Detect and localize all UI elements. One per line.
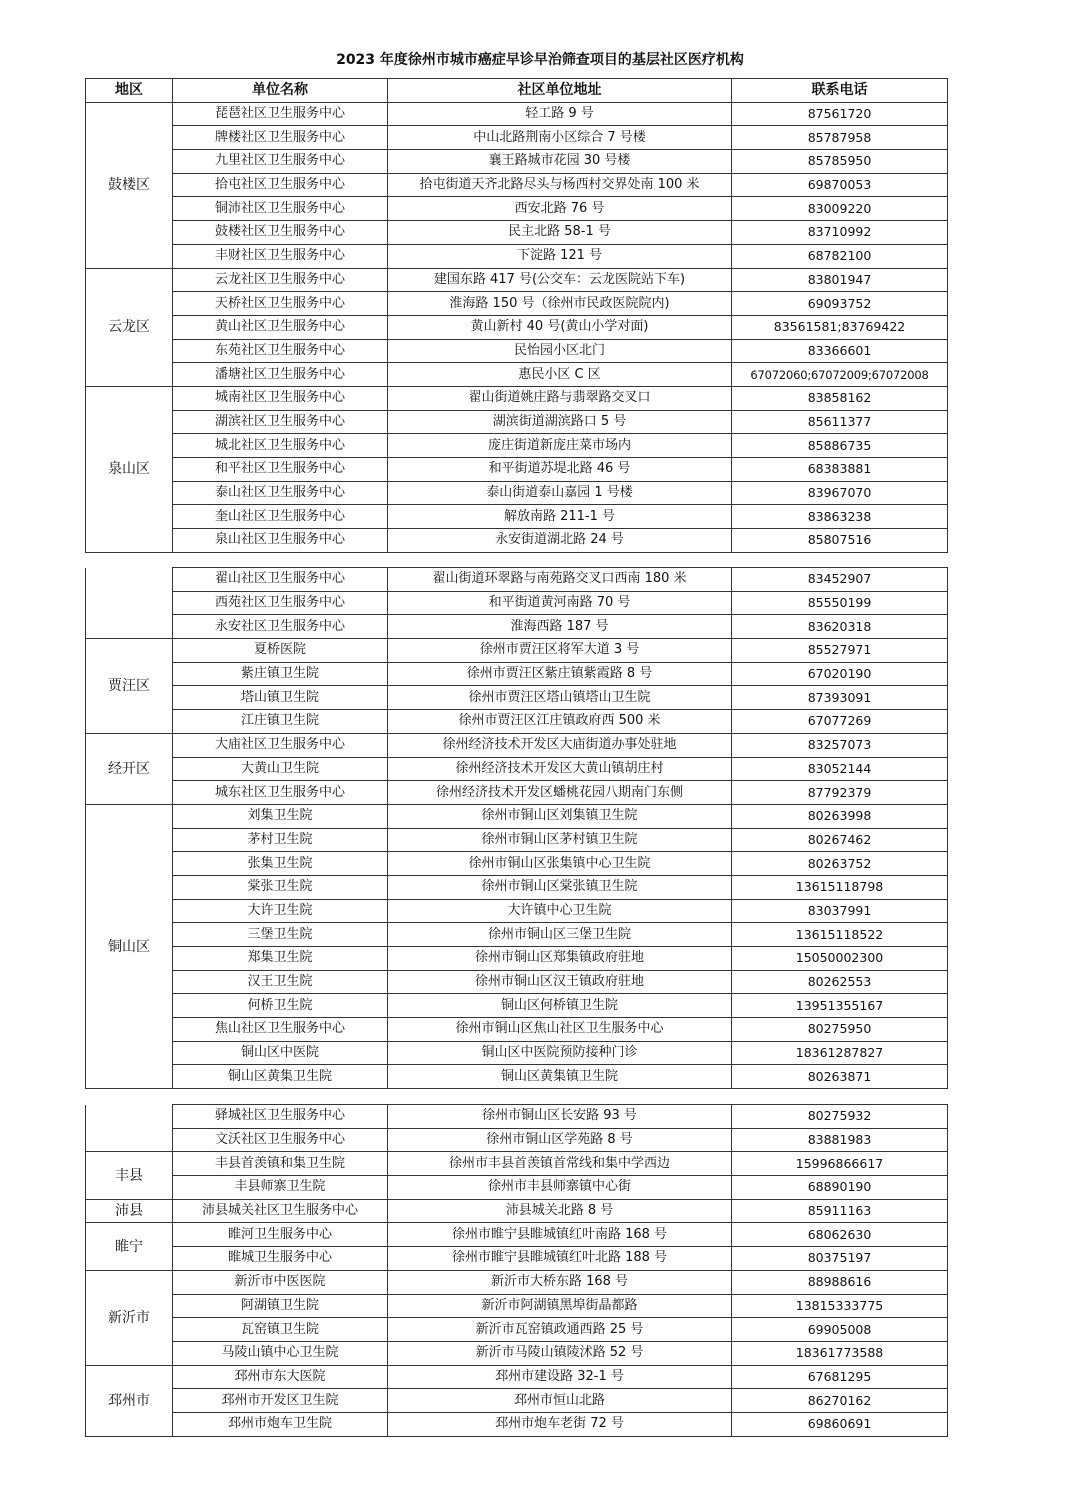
address-cell: 徐州市铜山区汉王镇政府驻地 bbox=[388, 970, 732, 994]
unit-name-cell: 新沂市中医医院 bbox=[173, 1270, 388, 1294]
unit-name-cell: 文沃社区卫生服务中心 bbox=[173, 1128, 388, 1152]
address-cell: 翟山街道环翠路与南苑路交叉口西南 180 米 bbox=[388, 568, 732, 592]
address-cell: 徐州经济技术开发区大黄山镇胡庄村 bbox=[388, 757, 732, 781]
table-row bbox=[86, 568, 948, 592]
unit-name-cell: 马陵山镇中心卫生院 bbox=[173, 1341, 388, 1365]
address-cell: 徐州市铜山区棠张镇卫生院 bbox=[388, 875, 732, 899]
address-cell: 邳州市恒山北路 bbox=[388, 1389, 732, 1413]
header-region: 地区 bbox=[86, 79, 173, 103]
unit-name-cell: 西苑社区卫生服务中心 bbox=[173, 591, 388, 615]
address-cell: 徐州市睢宁县睢城镇红叶北路 188 号 bbox=[388, 1247, 732, 1271]
phone-cell: 69870053 bbox=[732, 173, 948, 197]
phone-cell: 83366601 bbox=[732, 339, 948, 363]
unit-name-cell: 琵琶社区卫生服务中心 bbox=[173, 102, 388, 126]
unit-name-cell: 湖滨社区卫生服务中心 bbox=[173, 410, 388, 434]
unit-name-cell: 睢河卫生服务中心 bbox=[173, 1223, 388, 1247]
phone-cell: 80275932 bbox=[732, 1105, 948, 1129]
address-cell: 铜山区中医院预防接种门诊 bbox=[388, 1041, 732, 1065]
phone-cell: 85886735 bbox=[732, 434, 948, 458]
unit-name-cell: 邳州市开发区卫生院 bbox=[173, 1389, 388, 1413]
unit-name-cell: 阿湖镇卫生院 bbox=[173, 1294, 388, 1318]
unit-name-cell: 城北社区卫生服务中心 bbox=[173, 434, 388, 458]
address-cell: 大许镇中心卫生院 bbox=[388, 899, 732, 923]
phone-cell: 83452907 bbox=[732, 568, 948, 592]
unit-name-cell: 塔山镇卫生院 bbox=[173, 686, 388, 710]
table-row bbox=[86, 923, 948, 947]
table-row bbox=[86, 1152, 948, 1176]
header-unit-name: 单位名称 bbox=[173, 79, 388, 103]
address-cell: 徐州市贾汪区江庄镇政府西 500 米 bbox=[388, 710, 732, 734]
phone-cell: 85911163 bbox=[732, 1199, 948, 1223]
table-row bbox=[86, 1065, 948, 1089]
unit-name-cell: 郑集卫生院 bbox=[173, 947, 388, 971]
unit-name-cell: 紫庄镇卫生院 bbox=[173, 662, 388, 686]
table-header-row bbox=[86, 79, 948, 103]
address-cell: 中山北路荆南小区综合 7 号楼 bbox=[388, 126, 732, 150]
unit-name-cell: 张集卫生院 bbox=[173, 852, 388, 876]
table-row bbox=[86, 339, 948, 363]
unit-name-cell: 城东社区卫生服务中心 bbox=[173, 781, 388, 805]
table-row bbox=[86, 804, 948, 828]
address-cell: 轻工路 9 号 bbox=[388, 102, 732, 126]
table-row bbox=[86, 591, 948, 615]
table-row bbox=[86, 173, 948, 197]
table-row bbox=[86, 662, 948, 686]
unit-name-cell: 拾屯社区卫生服务中心 bbox=[173, 173, 388, 197]
table-row bbox=[86, 1270, 948, 1294]
address-cell: 拾屯街道天齐北路尽头与杨西村交界处南 100 米 bbox=[388, 173, 732, 197]
unit-name-cell: 永安社区卫生服务中心 bbox=[173, 615, 388, 639]
address-cell: 新沂市大桥东路 168 号 bbox=[388, 1270, 732, 1294]
table-row bbox=[86, 615, 948, 639]
table-row bbox=[86, 710, 948, 734]
phone-cell: 83967070 bbox=[732, 481, 948, 505]
phone-cell: 83257073 bbox=[732, 733, 948, 757]
phone-cell: 69860691 bbox=[732, 1412, 948, 1436]
phone-cell: 13815333775 bbox=[732, 1294, 948, 1318]
table-row bbox=[86, 150, 948, 174]
table-row bbox=[86, 434, 948, 458]
unit-name-cell: 城南社区卫生服务中心 bbox=[173, 386, 388, 410]
phone-cell: 80263871 bbox=[732, 1065, 948, 1089]
table-row bbox=[86, 102, 948, 126]
unit-name-cell: 何桥卫生院 bbox=[173, 994, 388, 1018]
region-cell bbox=[86, 568, 173, 639]
unit-name-cell: 翟山社区卫生服务中心 bbox=[173, 568, 388, 592]
table-row bbox=[86, 458, 948, 482]
phone-cell: 80275950 bbox=[732, 1018, 948, 1042]
unit-name-cell: 邳州市炮车卫生院 bbox=[173, 1412, 388, 1436]
phone-cell: 68062630 bbox=[732, 1223, 948, 1247]
phone-cell: 68890190 bbox=[732, 1176, 948, 1200]
table-row bbox=[86, 947, 948, 971]
table-row bbox=[86, 1294, 948, 1318]
region-cell: 丰县 bbox=[86, 1152, 173, 1199]
unit-name-cell: 三堡卫生院 bbox=[173, 923, 388, 947]
unit-name-cell: 大庙社区卫生服务中心 bbox=[173, 733, 388, 757]
phone-cell: 80375197 bbox=[732, 1247, 948, 1271]
phone-cell: 67020190 bbox=[732, 662, 948, 686]
address-cell: 徐州市贾汪区紫庄镇紫霞路 8 号 bbox=[388, 662, 732, 686]
unit-name-cell: 泰山社区卫生服务中心 bbox=[173, 481, 388, 505]
address-cell: 翟山街道姚庄路与翡翠路交叉口 bbox=[388, 386, 732, 410]
table-row bbox=[86, 1018, 948, 1042]
phone-cell: 13615118798 bbox=[732, 875, 948, 899]
table-row bbox=[86, 315, 948, 339]
address-cell: 泰山街道泰山嘉园 1 号楼 bbox=[388, 481, 732, 505]
region-cell: 鼓楼区 bbox=[86, 102, 173, 268]
phone-cell: 18361287827 bbox=[732, 1041, 948, 1065]
table-row bbox=[86, 970, 948, 994]
address-cell: 和平街道苏堤北路 46 号 bbox=[388, 458, 732, 482]
table-row bbox=[86, 781, 948, 805]
address-cell: 民怡园小区北门 bbox=[388, 339, 732, 363]
phone-cell: 83863238 bbox=[732, 505, 948, 529]
phone-cell: 85785950 bbox=[732, 150, 948, 174]
phone-cell: 85611377 bbox=[732, 410, 948, 434]
unit-name-cell: 黄山社区卫生服务中心 bbox=[173, 315, 388, 339]
table-row bbox=[86, 221, 948, 245]
unit-name-cell: 和平社区卫生服务中心 bbox=[173, 458, 388, 482]
phone-cell: 87792379 bbox=[732, 781, 948, 805]
address-cell: 黄山新村 40 号(黄山小学对面) bbox=[388, 315, 732, 339]
unit-name-cell: 夏桥医院 bbox=[173, 639, 388, 663]
unit-name-cell: 瓦窑镇卫生院 bbox=[173, 1318, 388, 1342]
table-row bbox=[86, 994, 948, 1018]
phone-cell: 88988616 bbox=[732, 1270, 948, 1294]
unit-name-cell: 铜沛社区卫生服务中心 bbox=[173, 197, 388, 221]
address-cell: 下淀路 121 号 bbox=[388, 244, 732, 268]
address-cell: 徐州经济技术开发区大庙街道办事处驻地 bbox=[388, 733, 732, 757]
unit-name-cell: 东苑社区卫生服务中心 bbox=[173, 339, 388, 363]
unit-name-cell: 泉山社区卫生服务中心 bbox=[173, 529, 388, 553]
unit-name-cell: 丰县首羡镇和集卫生院 bbox=[173, 1152, 388, 1176]
phone-cell: 85807516 bbox=[732, 529, 948, 553]
phone-cell: 69093752 bbox=[732, 292, 948, 316]
region-cell: 睢宁 bbox=[86, 1223, 173, 1270]
region-cell: 新沂市 bbox=[86, 1270, 173, 1365]
region-cell: 云龙区 bbox=[86, 268, 173, 386]
table-row bbox=[86, 1128, 948, 1152]
unit-name-cell: 驿城社区卫生服务中心 bbox=[173, 1105, 388, 1129]
address-cell: 徐州市贾汪区将军大道 3 号 bbox=[388, 639, 732, 663]
unit-name-cell: 焦山社区卫生服务中心 bbox=[173, 1018, 388, 1042]
address-cell: 徐州市丰县师寨镇中心街 bbox=[388, 1176, 732, 1200]
address-cell: 沛县城关北路 8 号 bbox=[388, 1199, 732, 1223]
address-cell: 襄王路城市花园 30 号楼 bbox=[388, 150, 732, 174]
address-cell: 徐州市铜山区学苑路 8 号 bbox=[388, 1128, 732, 1152]
table-row bbox=[86, 197, 948, 221]
phone-cell: 80267462 bbox=[732, 828, 948, 852]
phone-cell: 86270162 bbox=[732, 1389, 948, 1413]
phone-cell: 83052144 bbox=[732, 757, 948, 781]
address-cell: 永安街道湖北路 24 号 bbox=[388, 529, 732, 553]
region-cell: 邳州市 bbox=[86, 1365, 173, 1436]
address-cell: 淮海西路 187 号 bbox=[388, 615, 732, 639]
region-cell bbox=[86, 1105, 173, 1152]
address-cell: 建国东路 417 号(公交车：云龙医院站下车) bbox=[388, 268, 732, 292]
address-cell: 铜山区黄集镇卫生院 bbox=[388, 1065, 732, 1089]
address-cell: 西安北路 76 号 bbox=[388, 197, 732, 221]
region-cell: 铜山区 bbox=[86, 804, 173, 1088]
phone-cell: 87393091 bbox=[732, 686, 948, 710]
table-row bbox=[86, 1105, 948, 1129]
phone-cell: 83881983 bbox=[732, 1128, 948, 1152]
phone-cell: 83037991 bbox=[732, 899, 948, 923]
address-cell: 徐州市铜山区焦山社区卫生服务中心 bbox=[388, 1018, 732, 1042]
address-cell: 新沂市马陵山镇陵沭路 52 号 bbox=[388, 1341, 732, 1365]
unit-name-cell: 大许卫生院 bbox=[173, 899, 388, 923]
phone-cell: 67681295 bbox=[732, 1365, 948, 1389]
unit-name-cell: 江庄镇卫生院 bbox=[173, 710, 388, 734]
phone-cell: 67077269 bbox=[732, 710, 948, 734]
phone-cell: 69905008 bbox=[732, 1318, 948, 1342]
phone-cell: 83710992 bbox=[732, 221, 948, 245]
address-cell: 淮海路 150 号（徐州市民政医院院内) bbox=[388, 292, 732, 316]
unit-name-cell: 茅村卫生院 bbox=[173, 828, 388, 852]
table-row bbox=[86, 244, 948, 268]
phone-cell: 83620318 bbox=[732, 615, 948, 639]
unit-name-cell: 睢城卫生服务中心 bbox=[173, 1247, 388, 1271]
unit-name-cell: 奎山社区卫生服务中心 bbox=[173, 505, 388, 529]
phone-cell: 18361773588 bbox=[732, 1341, 948, 1365]
phone-cell: 85527971 bbox=[732, 639, 948, 663]
table-row bbox=[86, 410, 948, 434]
table-row bbox=[86, 1412, 948, 1436]
table-row bbox=[86, 505, 948, 529]
table-row bbox=[86, 757, 948, 781]
phone-cell: 80262553 bbox=[732, 970, 948, 994]
table-row bbox=[86, 828, 948, 852]
region-cell: 贾汪区 bbox=[86, 639, 173, 734]
table-row bbox=[86, 292, 948, 316]
address-cell: 惠民小区 C 区 bbox=[388, 363, 732, 387]
address-cell: 和平街道黄河南路 70 号 bbox=[388, 591, 732, 615]
table-row bbox=[86, 875, 948, 899]
table-row bbox=[86, 363, 948, 387]
phone-cell: 83801947 bbox=[732, 268, 948, 292]
header-phone: 联系电话 bbox=[732, 79, 948, 103]
document-title: 2023 年度徐州市城市癌症早诊早治筛查项目的基层社区医疗机构 bbox=[336, 52, 744, 68]
unit-name-cell: 棠张卫生院 bbox=[173, 875, 388, 899]
phone-cell: 68383881 bbox=[732, 458, 948, 482]
region-cell: 沛县 bbox=[86, 1199, 173, 1223]
address-cell: 铜山区何桥镇卫生院 bbox=[388, 994, 732, 1018]
unit-name-cell: 九里社区卫生服务中心 bbox=[173, 150, 388, 174]
phone-cell: 85550199 bbox=[732, 591, 948, 615]
table-row bbox=[86, 1341, 948, 1365]
address-cell: 徐州市铜山区茅村镇卫生院 bbox=[388, 828, 732, 852]
phone-cell: 13615118522 bbox=[732, 923, 948, 947]
region-cell: 经开区 bbox=[86, 733, 173, 804]
phone-cell: 68782100 bbox=[732, 244, 948, 268]
phone-cell: 85787958 bbox=[732, 126, 948, 150]
address-cell: 徐州市贾汪区塔山镇塔山卫生院 bbox=[388, 686, 732, 710]
address-cell: 庞庄街道新庞庄菜市场内 bbox=[388, 434, 732, 458]
header-address: 社区单位地址 bbox=[388, 79, 732, 103]
table-row bbox=[86, 899, 948, 923]
address-cell: 徐州经济技术开发区蟠桃花园八期南门东侧 bbox=[388, 781, 732, 805]
table-row bbox=[86, 268, 948, 292]
unit-name-cell: 鼓楼社区卫生服务中心 bbox=[173, 221, 388, 245]
table-row bbox=[86, 1318, 948, 1342]
phone-cell: 15050002300 bbox=[732, 947, 948, 971]
address-cell: 民主北路 58-1 号 bbox=[388, 221, 732, 245]
address-cell: 邳州市建设路 32-1 号 bbox=[388, 1365, 732, 1389]
table-row bbox=[86, 1176, 948, 1200]
unit-name-cell: 天桥社区卫生服务中心 bbox=[173, 292, 388, 316]
table-row bbox=[86, 852, 948, 876]
phone-cell: 83561581;83769422 bbox=[732, 315, 948, 339]
address-cell: 邳州市炮车老街 72 号 bbox=[388, 1412, 732, 1436]
table-row bbox=[86, 1199, 948, 1223]
table-row bbox=[86, 126, 948, 150]
unit-name-cell: 丰县师寨卫生院 bbox=[173, 1176, 388, 1200]
unit-name-cell: 刘集卫生院 bbox=[173, 804, 388, 828]
institution-table-part-3 bbox=[85, 1104, 948, 1437]
table-row bbox=[86, 1365, 948, 1389]
table-row bbox=[86, 686, 948, 710]
address-cell: 新沂市瓦窑镇政通西路 25 号 bbox=[388, 1318, 732, 1342]
unit-name-cell: 丰财社区卫生服务中心 bbox=[173, 244, 388, 268]
table-row bbox=[86, 733, 948, 757]
table-row bbox=[86, 639, 948, 663]
unit-name-cell: 潘塘社区卫生服务中心 bbox=[173, 363, 388, 387]
unit-name-cell: 大黄山卫生院 bbox=[173, 757, 388, 781]
institution-table-part-2 bbox=[85, 567, 948, 1089]
phone-cell: 83009220 bbox=[732, 197, 948, 221]
table-row bbox=[86, 386, 948, 410]
table-row bbox=[86, 1247, 948, 1271]
address-cell: 徐州市睢宁县睢城镇红叶南路 168 号 bbox=[388, 1223, 732, 1247]
phone-cell: 15996866617 bbox=[732, 1152, 948, 1176]
table-row bbox=[86, 1223, 948, 1247]
address-cell: 徐州市铜山区三堡卫生院 bbox=[388, 923, 732, 947]
institution-table-part-1 bbox=[85, 78, 948, 553]
table-row bbox=[86, 1041, 948, 1065]
phone-cell: 83858162 bbox=[732, 386, 948, 410]
unit-name-cell: 铜山区黄集卫生院 bbox=[173, 1065, 388, 1089]
phone-cell: 67072060;67072009;67072008 bbox=[732, 363, 948, 387]
phone-cell: 13951355167 bbox=[732, 994, 948, 1018]
address-cell: 徐州市铜山区刘集镇卫生院 bbox=[388, 804, 732, 828]
unit-name-cell: 牌楼社区卫生服务中心 bbox=[173, 126, 388, 150]
phone-cell: 87561720 bbox=[732, 102, 948, 126]
table-row bbox=[86, 481, 948, 505]
table-row bbox=[86, 529, 948, 553]
address-cell: 徐州市铜山区张集镇中心卫生院 bbox=[388, 852, 732, 876]
table-row bbox=[86, 1389, 948, 1413]
region-cell: 泉山区 bbox=[86, 386, 173, 552]
unit-name-cell: 沛县城关社区卫生服务中心 bbox=[173, 1199, 388, 1223]
address-cell: 徐州市铜山区郑集镇政府驻地 bbox=[388, 947, 732, 971]
unit-name-cell: 邳州市东大医院 bbox=[173, 1365, 388, 1389]
unit-name-cell: 云龙社区卫生服务中心 bbox=[173, 268, 388, 292]
address-cell: 徐州市铜山区长安路 93 号 bbox=[388, 1105, 732, 1129]
address-cell: 湖滨街道湖滨路口 5 号 bbox=[388, 410, 732, 434]
address-cell: 徐州市丰县首羡镇首常线和集中学西边 bbox=[388, 1152, 732, 1176]
unit-name-cell: 汉王卫生院 bbox=[173, 970, 388, 994]
address-cell: 解放南路 211-1 号 bbox=[388, 505, 732, 529]
address-cell: 新沂市阿湖镇黑埠街晶都路 bbox=[388, 1294, 732, 1318]
phone-cell: 80263752 bbox=[732, 852, 948, 876]
phone-cell: 80263998 bbox=[732, 804, 948, 828]
unit-name-cell: 铜山区中医院 bbox=[173, 1041, 388, 1065]
